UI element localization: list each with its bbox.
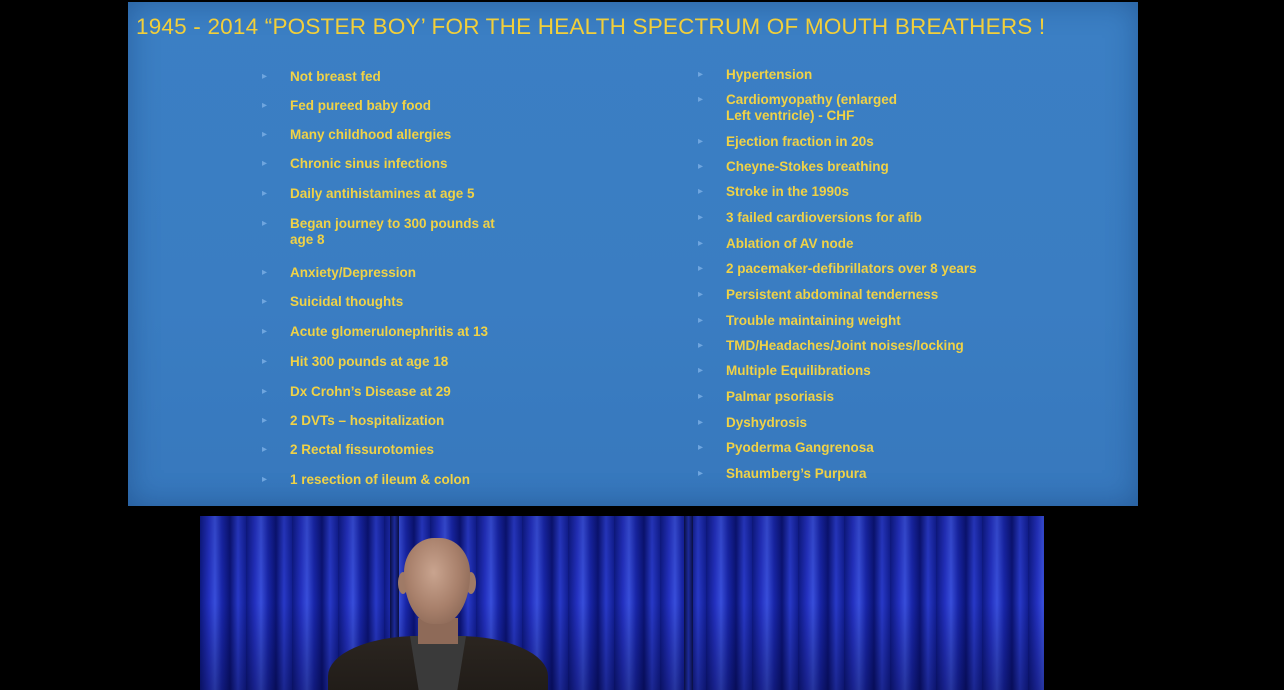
list-item-text: Palmar psoriasis: [726, 389, 835, 404]
bullet-icon: ▸: [698, 442, 704, 453]
list-item-text: Fed pureed baby food: [290, 98, 432, 113]
bullet-icon: ▸: [262, 129, 268, 140]
bullet-icon: ▸: [262, 158, 268, 169]
bullet-icon: ▸: [262, 386, 268, 397]
list-item-text: Dx Crohn’s Disease at 29: [290, 384, 451, 399]
list-item-text: Hypertension: [726, 67, 813, 82]
stage-curtain-backdrop: [200, 516, 1044, 690]
speaker-head: [404, 538, 470, 624]
bullet-icon: ▸: [698, 365, 704, 376]
bullet-icon: ▸: [698, 136, 704, 147]
list-item-text: Pyoderma Gangrenosa: [726, 440, 874, 455]
list-item-text: TMD/Headaches/Joint noises/locking: [726, 338, 964, 353]
list-item-text: Persistent abdominal tenderness: [726, 287, 939, 302]
bullet-icon: ▸: [262, 356, 268, 367]
list-item-text: Many childhood allergies: [290, 127, 452, 142]
bullet-icon: ▸: [698, 315, 704, 326]
list-item-text: Cardiomyopathy (enlarged Left ventricle) - CHF: [726, 92, 898, 123]
list-item-text: Cheyne-Stokes breathing: [726, 159, 889, 174]
list-item-text: Anxiety/Depression: [290, 265, 417, 280]
list-item-text: Acute glomerulonephritis at 13: [290, 324, 489, 339]
list-item-text: Began journey to 300 pounds at age 8: [290, 216, 495, 247]
list-item-text: 1 resection of ileum & colon: [290, 472, 471, 487]
list-item-text: Trouble maintaining weight: [726, 313, 901, 328]
bullet-icon: ▸: [698, 468, 704, 479]
list-item-text: Not breast fed: [290, 69, 381, 84]
bullet-icon: ▸: [698, 94, 704, 105]
bullet-icon: ▸: [698, 238, 704, 249]
speaker-shirt: [410, 636, 466, 690]
bullet-icon: ▸: [262, 100, 268, 111]
bullet-icon: ▸: [698, 212, 704, 223]
bullet-icon: ▸: [262, 474, 268, 485]
list-item-text: Dyshydrosis: [726, 415, 808, 430]
list-item-text: 2 DVTs – hospitalization: [290, 413, 445, 428]
speaker-figure: [322, 532, 552, 690]
bullet-icon: ▸: [698, 289, 704, 300]
bullet-icon: ▸: [262, 326, 268, 337]
bullet-icon: ▸: [698, 340, 704, 351]
list-item-text: Chronic sinus infections: [290, 156, 448, 171]
curtain-seam: [684, 516, 693, 690]
presentation-slide: [128, 2, 1138, 506]
list-item-text: Ejection fraction in 20s: [726, 134, 874, 149]
bullet-icon: ▸: [262, 267, 268, 278]
bullet-icon: ▸: [698, 391, 704, 402]
list-item-text: Multiple Equilibrations: [726, 363, 871, 378]
list-item-text: 3 failed cardioversions for afib: [726, 210, 922, 225]
bullet-icon: ▸: [698, 69, 704, 80]
bullet-icon: ▸: [698, 263, 704, 274]
bullet-icon: ▸: [262, 296, 268, 307]
list-item-text: Daily antihistamines at age 5: [290, 186, 475, 201]
list-item-text: Stroke in the 1990s: [726, 184, 850, 199]
bullet-icon: ▸: [262, 71, 268, 82]
bullet-icon: ▸: [698, 186, 704, 197]
list-item-text: Hit 300 pounds at age 18: [290, 354, 449, 369]
bullet-icon: ▸: [698, 161, 704, 172]
slide-title: 1945 - 2014 “POSTER BOY’ FOR THE HEALTH SPECTRUM OF MOUTH BREATHERS !: [136, 14, 1046, 39]
list-item-text: 2 pacemaker-defibrillators over 8 years: [726, 261, 977, 276]
bullet-icon: ▸: [262, 188, 268, 199]
list-item-text: Suicidal thoughts: [290, 294, 404, 309]
list-item-text: 2 Rectal fissurotomies: [290, 442, 435, 457]
bullet-icon: ▸: [262, 444, 268, 455]
bullet-icon: ▸: [262, 415, 268, 426]
list-item-text: Shaumberg’s Purpura: [726, 466, 867, 481]
bullet-icon: ▸: [262, 218, 268, 229]
bullet-icon: ▸: [698, 417, 704, 428]
list-item-text: Ablation of AV node: [726, 236, 854, 251]
